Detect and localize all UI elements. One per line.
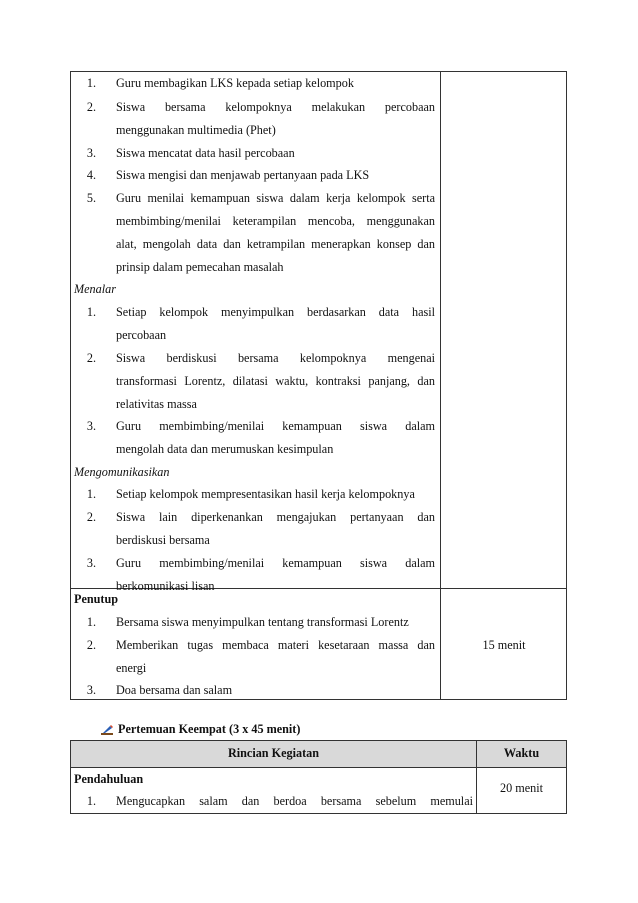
list-item-cont: percobaan bbox=[116, 328, 167, 342]
list-number: 1. bbox=[86, 794, 96, 808]
list-number: 2. bbox=[86, 638, 96, 652]
list-item-cont: berdiskusi bersama bbox=[116, 533, 210, 547]
list-item: Siswa bersama kelompoknya melakukan percobaan bbox=[116, 100, 435, 114]
list-item-cont: mengolah data dan merumuskan kesimpulan bbox=[116, 442, 334, 456]
list-number: 3. bbox=[86, 556, 96, 570]
column-divider bbox=[440, 72, 441, 699]
section-label-menalar: Menalar bbox=[74, 282, 116, 296]
list-item: Bersama siswa menyimpulkan tentang transformasi Lorentz bbox=[116, 615, 409, 629]
list-number: 2. bbox=[86, 100, 96, 114]
list-item: Guru membagikan LKS kepada setiap kelompok bbox=[116, 76, 354, 90]
list-number: 3. bbox=[86, 683, 96, 697]
list-item-cont: prinsip dalam pemecahan masalah bbox=[116, 260, 284, 274]
list-number: 5. bbox=[86, 191, 96, 205]
section-label-pendahuluan: Pendahuluan bbox=[74, 772, 144, 786]
activity-table-2 bbox=[70, 740, 567, 814]
pen-bullet-icon bbox=[100, 724, 114, 736]
list-item-cont: transformasi Lorentz, dilatasi waktu, kontraksi panjang, dan bbox=[116, 374, 435, 388]
list-item: Guru membimbing/menilai kemampuan siswa dalam bbox=[116, 556, 435, 570]
list-item: Memberikan tugas membaca materi kesetaraan massa dan bbox=[116, 638, 435, 652]
meeting-title: Pertemuan Keempat (3 x 45 menit) bbox=[118, 722, 301, 736]
list-number: 1. bbox=[86, 305, 96, 319]
list-number: 1. bbox=[86, 487, 96, 501]
list-item-cont: alat, mengolah data dan ketrampilan menerapkan konsep dan bbox=[116, 237, 435, 251]
list-item: Siswa lain diperkenankan mengajukan pertanyaan dan bbox=[116, 510, 435, 524]
activity-table bbox=[70, 71, 567, 700]
list-item: Mengucapkan salam dan berdoa bersama sebelum memulai bbox=[116, 794, 473, 808]
section-label-penutup: Penutup bbox=[74, 592, 119, 606]
list-number: 1. bbox=[86, 615, 96, 629]
list-item-cont: membimbing/menilai keterampilan mencoba, menggunakan bbox=[116, 214, 435, 228]
list-item-cont: menggunakan multimedia (Phet) bbox=[116, 123, 276, 137]
header-activity: Rincian Kegiatan bbox=[227, 746, 320, 760]
list-number: 3. bbox=[86, 146, 96, 160]
header-time: Waktu bbox=[503, 746, 540, 760]
list-number: 1. bbox=[86, 76, 96, 90]
list-item: Setiap kelompok mempresentasikan hasil kerja kelompoknya bbox=[116, 487, 415, 501]
section-label-mengomunikasikan: Mengomunikasikan bbox=[74, 465, 170, 479]
list-item: Siswa berdiskusi bersama kelompoknya mengenai bbox=[116, 351, 435, 365]
list-item: Setiap kelompok menyimpulkan berdasarkan data hasil bbox=[116, 305, 435, 319]
list-item: Siswa mengisi dan menjawab pertanyaan pada LKS bbox=[116, 168, 370, 182]
list-number: 4. bbox=[86, 168, 96, 182]
list-item-cont: energi bbox=[116, 661, 147, 675]
list-item-cont: relativitas massa bbox=[116, 397, 197, 411]
duration-cell: 15 menit bbox=[482, 638, 526, 652]
list-number: 2. bbox=[86, 510, 96, 524]
list-number: 2. bbox=[86, 351, 96, 365]
list-item: Guru menilai kemampuan siswa dalam kerja kelompok serta bbox=[116, 191, 435, 205]
list-item: Doa bersama dan salam bbox=[116, 683, 233, 697]
list-number: 3. bbox=[86, 419, 96, 433]
list-item: Siswa mencatat data hasil percobaan bbox=[116, 146, 295, 160]
list-item-cont: berkomunikasi lisan bbox=[116, 579, 215, 593]
list-item: Guru membimbing/menilai kemampuan siswa dalam bbox=[116, 419, 435, 433]
row-divider bbox=[71, 767, 566, 768]
duration-cell: 20 menit bbox=[500, 781, 543, 795]
